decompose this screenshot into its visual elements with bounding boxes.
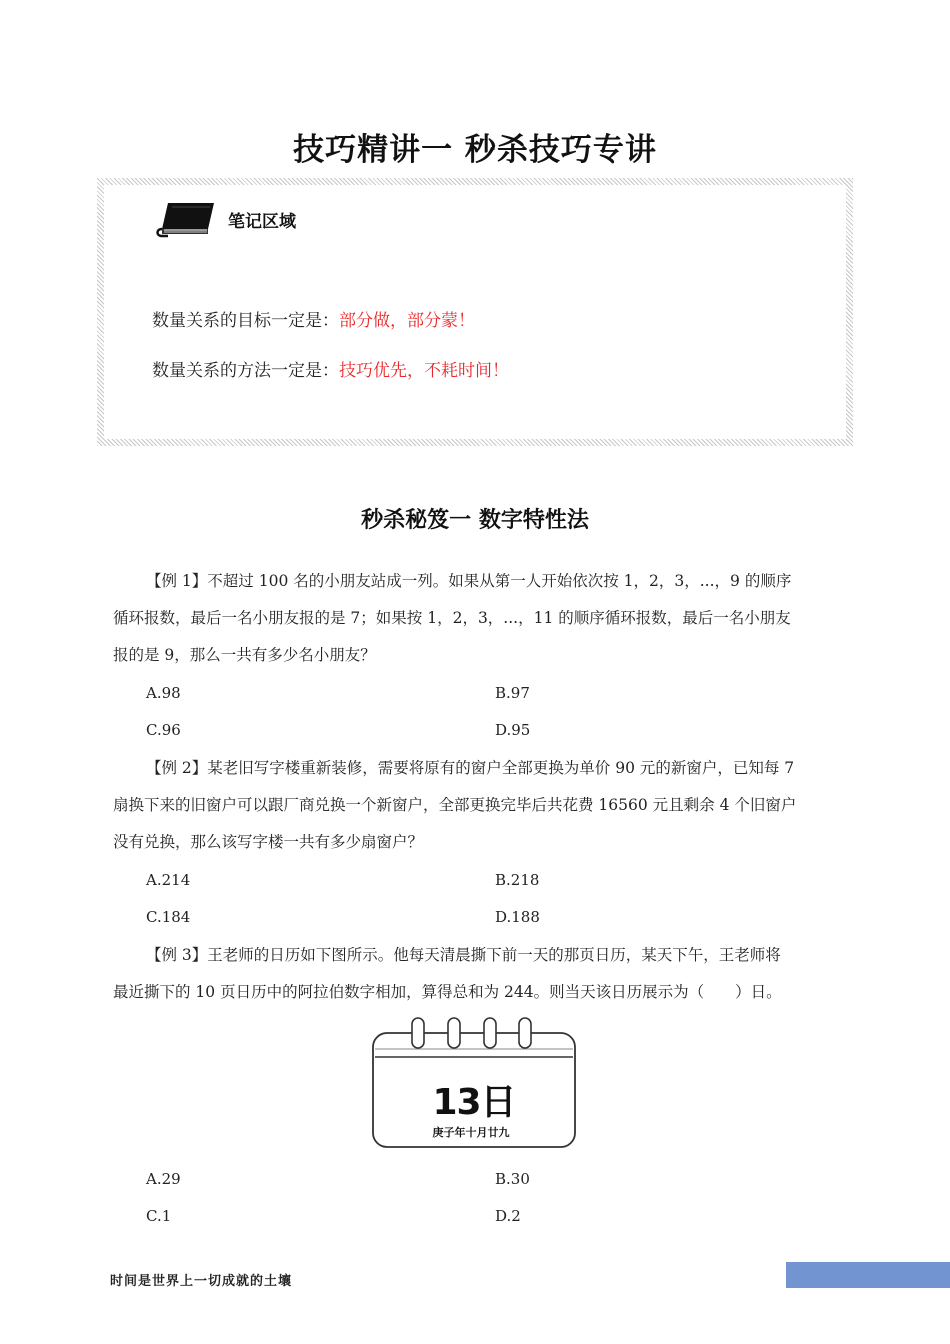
example-1-text: 【例 1】不超过 100 名的小朋友站成一列。如果从第一人开始依次按 1，2，3，...，9 的顺序 循环报数，最后一名小朋友报的是 7；如果按 1，2，3，...，11 的顺序循环报数，最后一名小朋友 报的是 9，那么一共有多少名小朋友？ bbox=[113, 572, 792, 664]
footer-motto: 时间是世界上一切成就的土壤 bbox=[110, 1274, 293, 1289]
option-b: B.30 bbox=[495, 1170, 530, 1188]
option-b: B.97 bbox=[495, 684, 530, 702]
option-c: C.184 bbox=[146, 908, 191, 926]
option-b: B.218 bbox=[495, 871, 540, 889]
example-label: 【例 2】 bbox=[146, 759, 208, 777]
option-c: C.1 bbox=[146, 1207, 172, 1225]
option-a: A.214 bbox=[146, 871, 191, 889]
calendar-day: 13日 bbox=[432, 1082, 516, 1123]
option-a: A.98 bbox=[146, 684, 181, 702]
option-a: A.29 bbox=[146, 1170, 181, 1188]
footer-bar bbox=[786, 1262, 950, 1288]
option-d: D.95 bbox=[495, 721, 531, 739]
option-d: D.2 bbox=[495, 1207, 521, 1225]
section-title: 秒杀秘笈一 数字特性法 bbox=[361, 508, 589, 533]
example-3-text: 【例 3】王老师的日历如下图所示。他每天清晨撕下前一天的那页日历，某天下午，王老师将 最近撕下的 10 页日历中的阿拉伯数字相加，算得总和为 244。则当天该日历展示为（ ）日。 bbox=[113, 946, 782, 1001]
example-label: 【例 3】 bbox=[146, 946, 208, 964]
page-title: 技巧精讲一 秒杀技巧专讲 bbox=[293, 132, 657, 168]
notes-heading: 笔记区域 bbox=[228, 212, 296, 232]
calendar-lunar-date: 庚子年十月廿九 bbox=[432, 1126, 510, 1139]
example-2-text: 【例 2】某老旧写字楼重新装修，需要将原有的窗户全部更换为单价 90 元的新窗户，已知每 7 扇换下来的旧窗户可以跟厂商兑换一个新窗户，全部更换完毕后共花费 16560 元且剩余 4 个旧窗户 没有兑换，那么该写字楼一共有多少扇窗户？ bbox=[113, 759, 797, 851]
note-line: 数量关系的目标一定是：部分做，部分蒙！ bbox=[152, 311, 475, 331]
note-emphasis: 部分做，部分蒙！ bbox=[339, 311, 475, 331]
option-c: C.96 bbox=[146, 721, 181, 739]
book-icon bbox=[154, 199, 220, 239]
example-label: 【例 1】 bbox=[146, 572, 208, 590]
note-line: 数量关系的方法一定是：技巧优先，不耗时间！ bbox=[152, 361, 509, 381]
note-emphasis: 技巧优先，不耗时间！ bbox=[339, 361, 509, 381]
notes-box bbox=[97, 178, 853, 446]
calendar-figure bbox=[371, 1016, 577, 1150]
option-d: D.188 bbox=[495, 908, 540, 926]
